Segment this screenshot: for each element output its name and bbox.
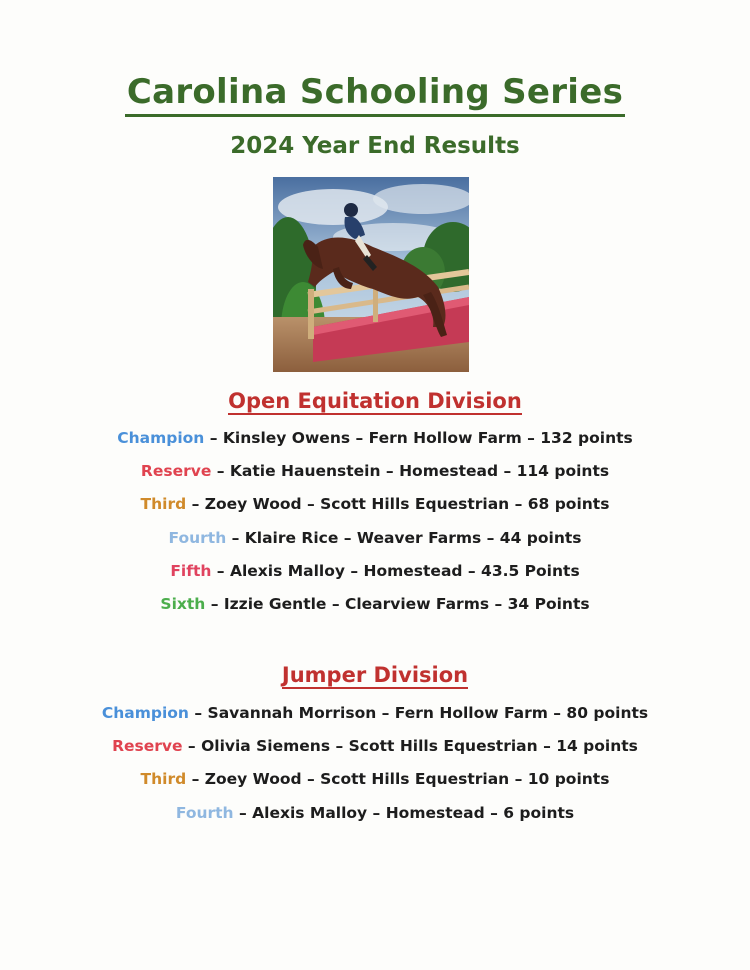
horse-jumping-photo: [273, 177, 469, 372]
result-detail: – Izzie Gentle – Clearview Farms – 34 Points: [205, 595, 590, 613]
equitation-result-reserve: [0, 462, 750, 480]
place-label: Fifth: [170, 562, 212, 580]
place-label: Fourth: [168, 529, 227, 547]
place-label: Fourth: [175, 804, 234, 822]
jumper-division-heading: Jumper Division: [281, 663, 469, 687]
equitation-result-champion: [0, 429, 750, 447]
jumper-result-fourth: [0, 804, 750, 822]
page-subtitle: 2024 Year End Results: [230, 133, 520, 159]
place-label: Champion: [117, 429, 205, 447]
place-label: Third: [140, 495, 187, 513]
result-detail: – Alexis Malloy – Homestead – 43.5 Points: [211, 562, 580, 580]
place-label: Champion: [101, 704, 189, 722]
equitation-division-heading: Open Equitation Division: [228, 389, 522, 413]
result-detail: – Katie Hauenstein – Homestead – 114 points: [211, 462, 610, 480]
place-label: Sixth: [160, 595, 206, 613]
page-title: Carolina Schooling Series: [125, 72, 625, 117]
equitation-division-heading-wrap: [0, 389, 750, 415]
equitation-result-fourth: [0, 529, 750, 547]
result-detail: – Zoey Wood – Scott Hills Equestrian – 10 points: [186, 770, 610, 788]
place-label: Third: [140, 770, 187, 788]
result-detail: – Kinsley Owens – Fern Hollow Farm – 132 points: [204, 429, 633, 447]
result-detail: – Klaire Rice – Weaver Farms – 44 points: [226, 529, 582, 547]
jumper-result-champion: [0, 704, 750, 722]
jumper-result-third: [0, 770, 750, 788]
equitation-result-third: [0, 495, 750, 513]
result-detail: – Alexis Malloy – Homestead – 6 points: [233, 804, 575, 822]
result-detail: – Olivia Siemens – Scott Hills Equestrian – 14 points: [182, 737, 638, 755]
place-label: Reserve: [112, 737, 183, 755]
place-label: Reserve: [140, 462, 212, 480]
result-detail: – Zoey Wood – Scott Hills Equestrian – 68 points: [186, 495, 610, 513]
equitation-result-sixth: [0, 595, 750, 613]
jumper-result-reserve: [0, 737, 750, 755]
page-title-wrap: [0, 72, 750, 117]
equitation-result-fifth: [0, 562, 750, 580]
jumper-division-heading-wrap: [0, 663, 750, 689]
result-detail: – Savannah Morrison – Fern Hollow Farm – 80 points: [188, 704, 649, 722]
